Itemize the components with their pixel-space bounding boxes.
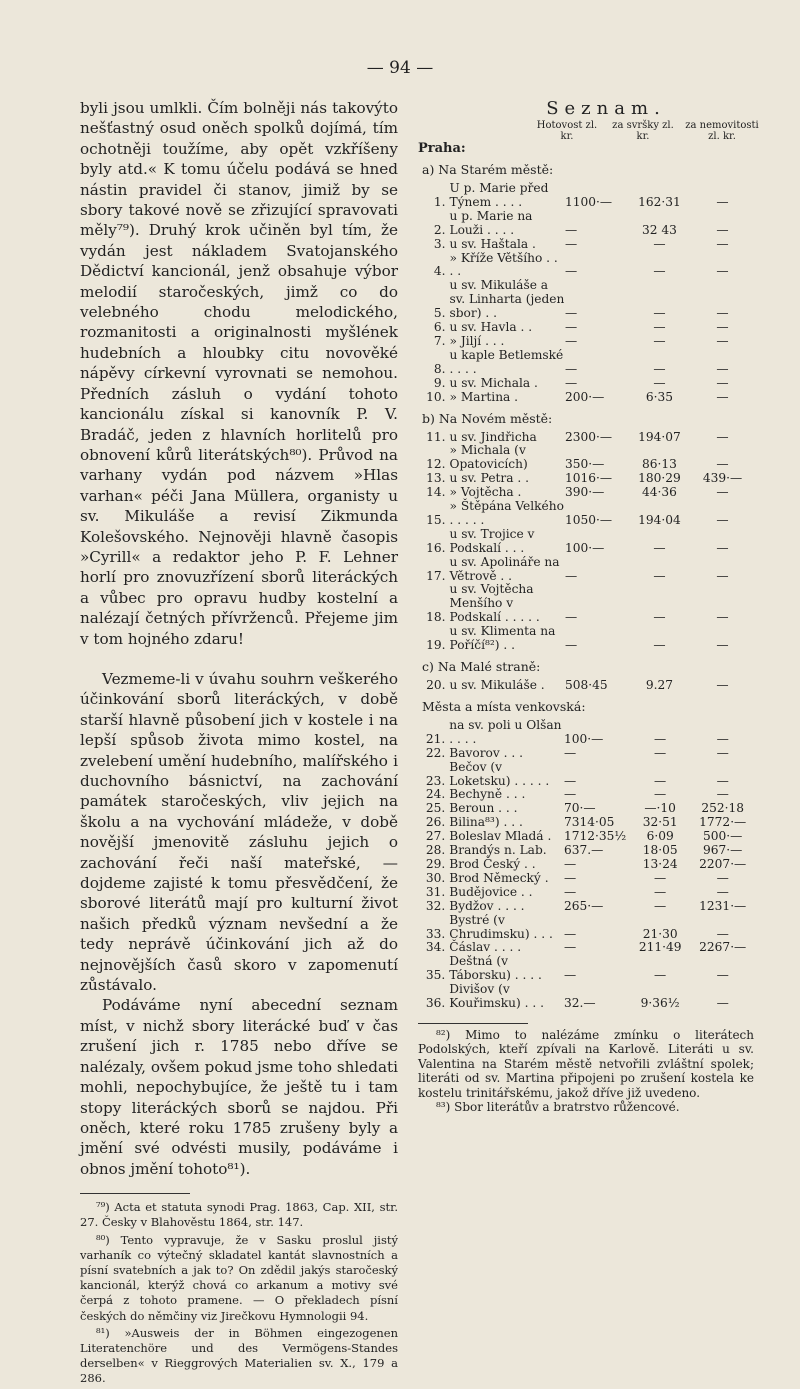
row-number: 9. [433, 375, 446, 390]
cash-value: 265·— [563, 898, 604, 913]
cash-value: 508·45 [565, 678, 608, 692]
row-number: 13. [426, 471, 446, 486]
goods-value: 194·04 [638, 512, 681, 527]
table-row [418, 941, 754, 955]
goods-value: 180·29 [638, 471, 681, 486]
place-name: Bechyně . . . [449, 787, 526, 802]
table-row [418, 321, 754, 335]
property-value: — [716, 194, 729, 209]
cash-value: — [565, 306, 578, 321]
goods-value: 13·24 [642, 856, 678, 871]
footnote: ⁸⁰) Tento vypravuje, že v Sasku proslul jistý varhaník co výtečný skladatel kantát slavnostních a písní svatebních a jak to? On zdědil jakýs staročeský kancionál, kterýž chová co arkanum a motivy své čerpá z tohoto pramene. — O překladech písní českých do němčiny viz Jirečkovu Hymnologii 94. [80, 1232, 398, 1323]
place-name: u kaple Betlemské . . . . [449, 347, 564, 376]
place-name: » Vojtěcha . [449, 485, 522, 500]
section-heading: Města a místa venkovská: [422, 698, 586, 714]
goods-value: 32 43 [642, 222, 677, 237]
property-value: — [716, 610, 729, 625]
row-number: 19. [426, 638, 446, 653]
goods-value: — [653, 361, 666, 376]
property-value: — [716, 773, 729, 788]
property-value: — [716, 333, 729, 348]
place-name: u sv. Jindřicha [449, 429, 537, 444]
cash-value: — [563, 940, 577, 955]
property-value: — [716, 745, 729, 760]
place-name: u sv. Havla . . [449, 320, 533, 335]
row-number: 7. [433, 333, 446, 348]
property-value: — [716, 361, 729, 376]
goods-value: 194·07 [638, 429, 681, 444]
goods-value: — [654, 870, 667, 885]
property-value: 500·— [703, 829, 743, 844]
property-value: — [716, 678, 729, 692]
row-number: 32. [425, 898, 446, 913]
footnote-divider [80, 1193, 190, 1194]
table-row [418, 955, 754, 983]
table-row [418, 719, 754, 747]
cash-value: 637.— [563, 843, 604, 858]
goods-value: 32·51 [642, 815, 678, 830]
row-number: 11. [426, 429, 446, 444]
row-number: 4. [433, 264, 446, 279]
place-name: Brandýs n. Lab. [449, 843, 547, 858]
place-name: Divišov (v Kouřimsku) . . . [449, 982, 545, 1011]
cash-value: 7314·05 [563, 815, 615, 830]
register-table [418, 182, 754, 405]
section-heading: b) Na Novém městě: [422, 410, 553, 426]
property-value: 439·— [702, 471, 743, 486]
place-name: » Jiljí . . . [449, 333, 505, 348]
row-number: 31. [425, 884, 446, 899]
property-value: 1231·— [699, 898, 747, 913]
goods-value: 6·35 [645, 389, 674, 404]
page-number: — 94 — [366, 58, 434, 78]
table-row [418, 238, 754, 252]
table-row [418, 816, 754, 830]
property-value: — [716, 389, 729, 404]
register-table [418, 719, 754, 1011]
row-number: 16. [426, 540, 446, 555]
row-number: 34. [425, 940, 446, 955]
property-value: — [716, 926, 729, 941]
table-row [418, 983, 754, 1011]
goods-value: 21·30 [642, 926, 678, 941]
place-name: Brod Český . . [449, 856, 536, 871]
property-value: 252·18 [701, 801, 745, 816]
goods-value: — [653, 264, 666, 279]
place-name: na sv. poli u Olšan . . . . [449, 717, 562, 746]
property-value: — [716, 884, 729, 899]
place-name: Budějovice . . [449, 884, 533, 899]
cash-value: — [565, 264, 578, 279]
property-value: — [716, 429, 729, 444]
property-value: — [716, 540, 729, 555]
property-value: 2207·— [699, 856, 747, 871]
goods-value: — [653, 568, 666, 583]
property-value: — [716, 638, 729, 653]
cash-value: — [565, 638, 578, 653]
property-value: — [716, 968, 729, 983]
place-name: » Michala (v Opatovicích) [449, 443, 528, 472]
goods-value: — [653, 236, 666, 251]
property-value: — [716, 787, 729, 802]
cash-value: — [565, 361, 578, 376]
cash-value: 390·— [565, 485, 605, 500]
goods-value: — [653, 540, 666, 555]
table-row [418, 886, 754, 900]
table-row [418, 802, 754, 816]
place-name: Brod Německý . [449, 870, 549, 885]
goods-value: — [653, 333, 666, 348]
cash-value: 1100·— [565, 194, 613, 209]
row-number: 21. [425, 731, 446, 746]
table-row [418, 830, 754, 844]
cash-value: — [565, 222, 578, 237]
table-row [418, 900, 754, 914]
row-number: 28. [425, 843, 446, 858]
register-sections [418, 162, 754, 1011]
goods-value: 9.27 [645, 678, 674, 692]
row-number: 22. [425, 745, 446, 760]
cash-value: — [563, 787, 577, 802]
cash-value: — [565, 375, 578, 390]
row-number: 3. [433, 236, 446, 251]
property-value: — [716, 457, 729, 472]
row-number: 24. [425, 787, 446, 802]
cash-value: — [565, 320, 578, 335]
goods-value: — [653, 638, 666, 653]
table-row [418, 914, 754, 942]
property-value: 967·— [703, 843, 743, 858]
table-row [418, 556, 754, 584]
section-heading: c) Na Malé straně: [422, 659, 541, 674]
property-value: — [716, 306, 729, 321]
footnote: ⁸³) Sbor literátův a bratrstvo růžencové. [436, 1100, 680, 1115]
goods-value: —·10 [644, 801, 676, 816]
place-name: u sv. Vojtěcha Menšího v Podskalí . . . . . [449, 582, 540, 625]
place-name: u sv. Trojice v Podskalí . . . [449, 526, 535, 555]
place-name: Čáslav . . . . [449, 940, 522, 955]
place-name: Deštná (v Táborsku) . . . . [449, 954, 542, 983]
cash-value: 32.— [563, 996, 596, 1011]
place-name: u sv. Petra . . [449, 471, 530, 486]
cash-value: — [565, 236, 578, 251]
cash-value: — [565, 568, 578, 583]
city-label: Praha: [418, 141, 466, 156]
column-header: za svršky zl. kr. [612, 120, 674, 142]
row-number: 20. [426, 678, 446, 692]
cash-value: — [563, 884, 577, 899]
main-text-column [80, 98, 398, 1389]
property-value: — [716, 731, 729, 746]
table-row [418, 747, 754, 761]
place-name: Beroun . . . [449, 801, 518, 816]
cash-value: 1712·35½ [563, 829, 627, 844]
goods-value: 162·31 [638, 194, 681, 209]
goods-value: 6·09 [646, 829, 674, 844]
property-value: — [716, 870, 729, 885]
table-row [418, 472, 754, 486]
row-number: 35. [425, 968, 446, 983]
goods-value: — [653, 610, 666, 625]
table-row [418, 335, 754, 349]
property-value: — [716, 264, 729, 279]
paragraph: Podáváme nyní abecední seznam míst, v nichž sbory literácké buď v čas zrušení jich r. 1785 nebo dříve se nalézaly, ovšem pokud jsme toho shledati mohli, nepochybujíce, že ještě tu i tam stopy literáckých sborů se najdou. Při oněch, které roku 1785 zrušeny byly a jmění své odvésti musily, podáváme i obnos jmění tohoto⁸¹). [80, 996, 398, 1178]
place-name: Boleslav Mladá . [449, 829, 552, 844]
table-row [418, 625, 754, 653]
goods-value: 86·13 [642, 457, 677, 472]
table-row [418, 279, 754, 321]
row-number: 30. [425, 870, 446, 885]
cash-value: 100·— [565, 540, 605, 555]
table-row [418, 486, 754, 500]
goods-value: 211·49 [638, 940, 682, 955]
place-name: u sv. Klimenta na Poříčí⁸²) . . [449, 624, 556, 653]
property-value: — [716, 236, 729, 251]
row-number: 12. [426, 457, 446, 472]
cash-value: — [563, 926, 577, 941]
paragraph: Vezmeme-li v úvahu souhrn veškerého účinkování sborů literáckých, v době starší hlavně působení jich v kostele i na lepší spůsob života mimo kostel, na zvelebení umění hudebního, malířského i duchovního básnictví, na zachování památek staročeských, vliv jejich na školu a na vychování mládeže, v době novější jmenovitě zásluhu jejich o zachování řeči naší mateřské, — dojdeme zajisté k tomu přesvědčení, že sborové literátů mají pro kulturní život našich předků význam nevšední a že tedy neprávě účinkování jich až do nejnovějších časů skoro v zapomenutí zůstávalo. [80, 669, 398, 995]
row-number: 10. [426, 389, 446, 404]
footnote: ⁸¹) »Ausweis der in Böhmen eingezogenen Literatenchöre und des Vermögens-Standes derselben« v Rieggrových Materialien sv. X., 179 a 286. [80, 1325, 398, 1386]
cash-value: 1050·— [565, 512, 613, 527]
cash-value: — [563, 773, 577, 788]
row-number: 15. [426, 512, 446, 527]
goods-value: — [654, 787, 667, 802]
register-table [418, 679, 754, 693]
table-row [418, 391, 754, 405]
goods-value: — [654, 745, 667, 760]
table-row [418, 528, 754, 556]
row-number: 23. [425, 773, 446, 788]
table-row [418, 444, 754, 472]
cash-value: 200·— [565, 389, 605, 404]
place-name: Bystré (v Chrudimsku) . . . [449, 912, 553, 941]
goods-value: — [654, 968, 667, 983]
row-number: 1. [433, 194, 446, 209]
property-value: — [716, 568, 729, 583]
property-value: — [716, 375, 729, 390]
property-value: — [716, 512, 729, 527]
place-name: » Martina . [449, 389, 519, 404]
cash-value: — [563, 968, 577, 983]
column-header: Hotovost zl. kr. [536, 120, 598, 142]
goods-value: — [654, 884, 667, 899]
row-number: 33. [425, 926, 446, 941]
cash-value: — [565, 333, 578, 348]
paragraph: byli jsou umlkli. Čím bolněji nás takovýto nešťastný osud oněch spolků dojímá, tím ochotněji toužíme, aby opět vzkříšeny byly atd.« K tomu účelu podává se hned nástin pravidel či stanov, jimiž by se sbory takové nově se zřizující spravovati měly⁷⁹). Druhý krok učiněn byl tím, že vydán jest nákladem Svatojanského Dědictví kancionál, jenž obsahuje výbor melodií staročeských, jimž co do velebného chodu melodického, rozmanitosti a originalnosti myšlének hudebních a hloubky citu novověké nápěvy církevní vyrovnati se nemohou. Předních zásluh o vydání tohoto kancionálu získal si kanovník P. V. Bradáč, jeden z hlavních horlitelů pro obnovení kůrů literátských⁸⁰). Průvod na varhany vydán pod názvem »Hlas varhan« péči Jana Müllera, organisty u sv. Mikuláše a revisí Zikmunda Kolešovského. Nejnověji hlavně časopis »Cyrill« a redaktor jeho P. F. Lehner horlí pro znovuzřízení sborů literáckých a vůbec pro opravu hudby kostelní a nalézají četných přívrženců. Přejeme jim v tom hojného zdaru! [80, 99, 398, 648]
cash-value: 2300·— [565, 429, 613, 444]
table-row [418, 679, 754, 693]
cash-value: — [563, 870, 577, 885]
place-name: u sv. Haštala . [449, 236, 536, 251]
column-header: za nemovitosti zl. kr. [685, 120, 759, 142]
place-name: u p. Marie na Louži . . . . [449, 208, 533, 237]
cash-value: — [563, 856, 577, 871]
table-row [418, 252, 754, 280]
row-number: 26. [425, 815, 446, 830]
cash-value: — [565, 610, 578, 625]
property-value: — [716, 485, 729, 500]
goods-value: — [654, 898, 667, 913]
row-number: 5. [433, 306, 446, 321]
section-heading: a) Na Starém městě: [422, 162, 554, 177]
table-row [418, 858, 754, 872]
table-row [418, 182, 754, 210]
table-row [418, 500, 754, 528]
cash-value: 70·— [563, 801, 596, 816]
table-row [418, 761, 754, 789]
table-row [418, 377, 754, 391]
place-name: U p. Marie před Týnem . . . . [449, 181, 549, 209]
row-number: 29. [425, 856, 446, 871]
row-number: 27. [425, 829, 446, 844]
table-row [418, 788, 754, 802]
place-name: Bečov (v Loketsku) . . . . . [449, 759, 550, 788]
goods-value: — [653, 320, 666, 335]
goods-value: — [654, 731, 667, 746]
goods-value: 9·36½ [640, 996, 680, 1011]
row-number: 8. [433, 361, 446, 376]
table-row [418, 431, 754, 445]
footnote-divider [418, 1023, 528, 1024]
property-value: — [716, 222, 729, 237]
footnote: ⁷⁹) Acta et statuta synodi Prag. 1863, Cap. XII, str. 27. Česky v Blahověstu 1864, str. 147. [80, 1200, 398, 1230]
cash-value: — [563, 745, 577, 760]
register-table [418, 431, 754, 654]
table-row [418, 349, 754, 377]
place-name: u sv. Michala . [449, 375, 538, 390]
row-number: 36. [425, 996, 446, 1011]
property-value: 2267·— [699, 940, 747, 955]
table-row [418, 583, 754, 625]
row-number: 17. [426, 568, 446, 583]
goods-value: 18·05 [642, 843, 678, 858]
row-number: 6. [433, 320, 446, 335]
place-name: Bydžov . . . . [449, 898, 525, 913]
register-title: Seznam. [546, 98, 666, 119]
cash-value: 100·— [563, 731, 604, 746]
goods-value: — [653, 306, 666, 321]
register-column [418, 98, 759, 1115]
row-number: 14. [426, 485, 446, 500]
table-row [418, 844, 754, 858]
place-name: » Kříže Většího . . . . [449, 250, 558, 279]
row-number: 25. [425, 801, 446, 816]
table-row [418, 210, 754, 238]
goods-value: — [654, 773, 667, 788]
place-name: Bavorov . . . [449, 745, 524, 760]
cash-value: 350·— [565, 457, 605, 472]
property-value: — [716, 996, 729, 1011]
footnote: ⁸²) Mimo to nalézáme zmínku o literátech Podolských, kteří zpívali na Karlově. Literáti u sv. Valentina na Starém městě netvořili zvláštní spolek; literáti od sv. Martina připojeni po zrušení kostela ke kostelu trinitářskému, jakož dříve již uvedeno. [418, 1027, 754, 1100]
goods-value: 44·36 [642, 485, 677, 500]
place-name: Bilina⁸³) . . . [449, 815, 523, 830]
place-name: u sv. Apolináře na Větrově . . [449, 554, 560, 583]
property-value: — [716, 320, 729, 335]
goods-value: — [653, 375, 666, 390]
property-value: 1772·— [699, 815, 747, 830]
row-number: 2. [433, 222, 446, 237]
cash-value: 1016·— [565, 471, 613, 486]
table-row [418, 872, 754, 886]
place-name: u sv. Mikuláše . [449, 678, 545, 692]
place-name: » Štěpána Velkého . . . . . [449, 499, 564, 527]
row-number: 18. [426, 610, 446, 625]
place-name: u sv. Mikuláše a sv. Linharta (jeden sbor) . . [449, 278, 565, 321]
